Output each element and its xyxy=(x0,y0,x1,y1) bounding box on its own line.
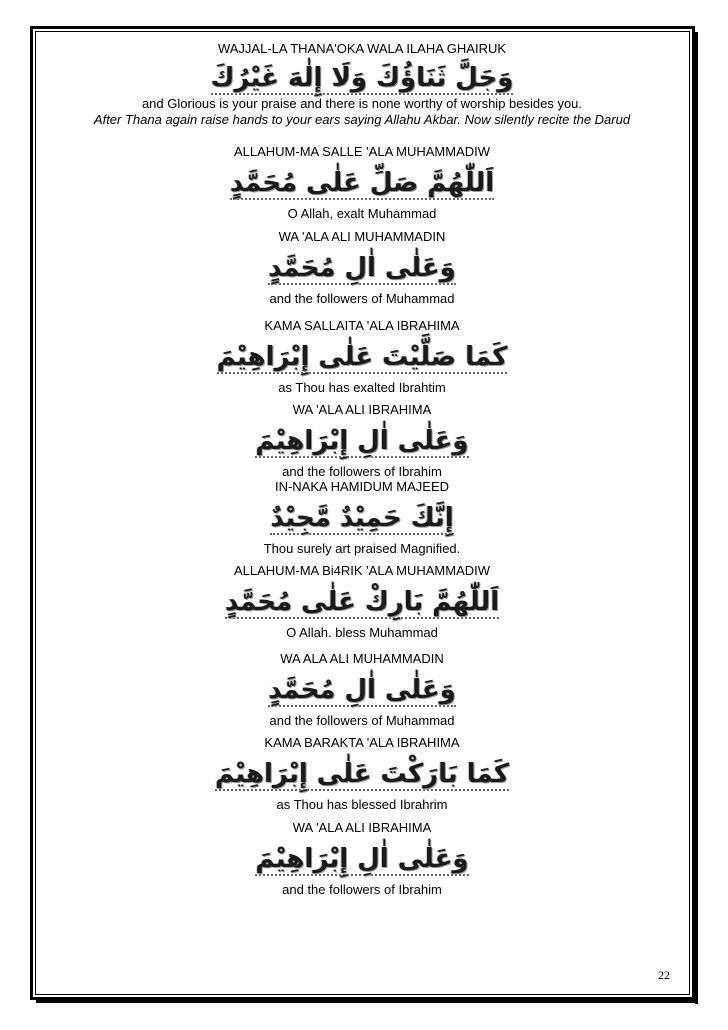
arabic-calligraphy: إِنَّكَ حَمِيْدٌ مَّجِيْدٌ xyxy=(270,503,454,533)
translation: and the followers of Muhammad xyxy=(269,291,455,306)
translation: as Thou has blessed Ibrahrim xyxy=(276,797,448,812)
transliteration: ALLAHUM-MA Bi4RIK 'ALA MUHAMMADIW xyxy=(233,563,491,578)
instruction-text: After Thana again raise hands to your ears saying Allahu Akbar. Now silently recite the Darud xyxy=(93,112,631,127)
arabic-calligraphy: كَمَا بَارَكْتَ عَلٰى إِبْرَاهِيْمَ xyxy=(214,759,510,789)
instruction-block xyxy=(36,112,688,128)
arabic-calligraphy: وَجَلَّ ثَنَاؤُكَ وَلَا إِلٰهَ غَيْرُكَ xyxy=(210,63,514,93)
arabic-calligraphy: كَمَا صَلَّيْتَ عَلٰى إِبْرَاهِيْمَ xyxy=(216,342,508,372)
page-number: 22 xyxy=(658,968,670,982)
dua-block xyxy=(36,735,688,813)
dua-block xyxy=(36,229,688,307)
dua-block xyxy=(36,41,688,95)
translation: Thou surely art praised Magnified. xyxy=(263,541,461,556)
translation: O Allah. bless Muhammad xyxy=(286,625,438,640)
transliteration: KAMA BARAKTA 'ALA IBRAHIMA xyxy=(264,735,460,750)
translation: and the followers of Ibrahim xyxy=(282,882,442,897)
transliteration: WA 'ALA ALI IBRAHIMA xyxy=(292,402,432,417)
translation: and Glorious is your praise and there is none worthy of worship besides you. xyxy=(141,96,583,111)
dua-block xyxy=(36,479,688,557)
translation: O Allah, exalt Muhammad xyxy=(287,206,437,221)
transliteration: WA 'ALA ALI MUHAMMADIN xyxy=(278,229,446,244)
arabic-calligraphy: وَعَلٰى اٰلِ مُحَمَّدٍ xyxy=(268,253,456,283)
dua-block xyxy=(36,402,688,480)
transliteration: IN-NAKA HAMIDUM MAJEED xyxy=(274,479,450,494)
transliteration: WAJJAL-LA THANA'OKA WALA ILAHA GHAIRUK xyxy=(217,41,507,56)
dua-block xyxy=(36,563,688,641)
dua-block xyxy=(36,318,688,396)
dua-block xyxy=(36,144,688,222)
arabic-calligraphy: اَللّٰهُمَّ بَارِكْ عَلٰى مُحَمَّدٍ xyxy=(224,587,500,617)
translation: and the followers of Muhammad xyxy=(269,713,455,728)
arabic-calligraphy: وَعَلٰى اٰلِ مُحَمَّدٍ xyxy=(268,675,456,705)
translation-block xyxy=(36,96,688,112)
dua-block xyxy=(36,820,688,898)
transliteration: ALLAHUM-MA SALLE 'ALA MUHAMMADIW xyxy=(233,144,491,159)
dua-block xyxy=(36,651,688,729)
arabic-calligraphy: اَللّٰهُمَّ صَلِّ عَلٰى مُحَمَّدٍ xyxy=(229,168,495,198)
arabic-calligraphy: وَعَلٰى اٰلِ إِبْرَاهِيْمَ xyxy=(255,426,469,456)
page-shadow-bottom xyxy=(36,1000,698,1003)
arabic-calligraphy: وَعَلٰى اٰلِ إِبْرَاهِيْمَ xyxy=(255,844,469,874)
transliteration: WA ALA ALI MUHAMMADIN xyxy=(280,651,444,666)
translation: as Thou has exalted Ibrahtim xyxy=(278,380,446,395)
transliteration: WA 'ALA ALI IBRAHIMA xyxy=(292,820,432,835)
translation: and the followers of Ibrahim xyxy=(282,464,442,479)
page-shadow-right xyxy=(695,32,698,1004)
transliteration: KAMA SALLAITA 'ALA IBRAHIMA xyxy=(264,318,460,333)
